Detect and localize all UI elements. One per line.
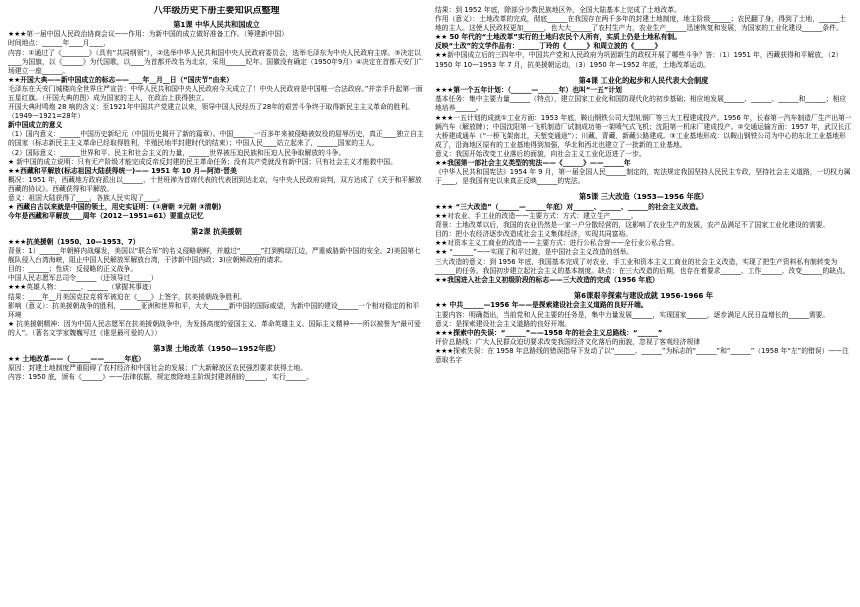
l6-meaning: 意义：是探索建设社会主义道路的良好开端。 [435, 319, 571, 328]
l3-reason: 原因：封建土地制度严重阻碍了农村经济和中国社会的发展；广大新解放区农民强烈要求获得土地。 [8, 363, 308, 372]
l4-constitution-detail: 《中华人民共和国宪法》1954 年 9 月，第一届全国人民______制定的，宪法规定我国坚持人民民主专政，坚持社会主义道路，一切权力属于____，是我国有史以来真正反映______的宪法。 [435, 168, 851, 186]
l4-five-year-plan: ★★★第一个五年计划：（______—______年）也叫“一五”计划 [435, 86, 622, 95]
lesson-4-title: 第4课 工业化的起步和人民代表大会制度 [578, 75, 709, 85]
l1-tibet-anniversary: 今年是西藏和平解放____周年（2012－1951=61）要重点记忆 [8, 212, 204, 221]
l5-three-reforms: ★★★ “三大改造”（______—______年底）对______、______、______的社会主义改造。 [435, 202, 703, 211]
l6-errors: ★★★探索失误：在 1958 年总路线的错误指导下发动了以“______、______”为标志的“______”和“______”（1958 年“左”的错误）——注意取名字 [435, 346, 849, 365]
lesson-1-title: 第1课 中华人民共和国成立 [173, 19, 260, 29]
l2-result: 结果：____年__月美国克拉克将军被迫在《____》上签字，抗美援朝战争胜利。 [8, 292, 246, 301]
l5-significance: 三大改造的意义：到 1956 年底，我国基本完成了对农业、手工业和资本主义工商业的社会主义改造，实现了把生产资料私有制转变为______的任务。我国初步建立起社会主义的基本制度。缺点：在三大改造的后期，也存在着要求______、工作______、改变______的缺点。 [435, 257, 850, 275]
l1-domestic: （1）国内意义：______中国历史新纪元（中国历史揭开了新的篇章）。中国______一百多年来被侵略被奴役的屈辱历史，真正____独立自主的国家（标志新民主主义革命已经取得胜利，半殖民地半封建时代的结束）；中国人民____站立起来了，______国家的主人。 [8, 130, 424, 148]
l5-background: 背景：土地改革以后，我国的农业仍然是一家一户分散经营的，这影响了农业生产的发展，农产品满足不了国家工业化建设的需要。 [435, 221, 830, 230]
l5-purpose: 目的：把小农经济逐步改造成社会主义集体经济，实现共同富裕。 [435, 230, 633, 239]
l6-evaluation: 评价总路线：广大人民群众迫切要求改变我国经济文化落后的面貌，忽视了客观经济规律 [435, 337, 701, 346]
lesson-3-title: 第3课 土地改革（1950—1952年底） [153, 343, 280, 353]
l3-content: 内容：1950 底，颁布《______》——法律依据，规定废除地主阶级封建剥削的______，实行______。 [8, 372, 313, 381]
l3-struggles: ★★新中国成立后的三四年中，中国共产党和人民政府为巩固新生的政权开展了哪些斗争？答：（1）1951 年，西藏获得和平解放，（2）1950 年 10—1953 年 7 月，抗美援朝运动，（3）1950 年—1952 年底，土地改革运动。 [435, 51, 843, 69]
l2-spirit: ★ 抗美援朝精神：因为中国人民志愿军在抗美援朝战争中，为发扬高度的爱国主义、革命英雄主义、国际主义精神——所以被誉为“最可爱的人”。（著名文学家魏巍写过《谁是最可爱的人》） [8, 319, 421, 337]
l3-heading: ★★ 土地改革——（______——______年底） [8, 354, 145, 363]
l5-capitalist: ★★对资本主义工商业的改造——主要方式：进行公私合营——全行业公私合营。 [435, 239, 679, 248]
lesson-5-title: 第5课 三大改造（1953—1956 年底） [578, 192, 709, 202]
l1-declaration: 毛泽东在天安门城楼向全世界庄严宣告：中华人民共和国中央人民政府今天成立了！中央人民政府是中国唯一合法政府。”并亲手升起第一面五星红旗。（开国大典的图）成为国家的主人，在政治上获得独立。 [8, 84, 423, 102]
l3-literature: 反映“土改”的文学作品有：______丁玲的《______》和周立波的《______》 [435, 42, 662, 51]
l1-content: 内容：①通过了《________》（具有“共同纲领”），②选举中华人民共和国中央人民政府委员会，选举毛泽东为中央人民政府主席。③决定以____为国旗，以《______》为代国歌，以____为首都并改名为北京，采用______纪年。国徽没有确定（1950年9月）④决定在首都天安门广场建立一座______。 [8, 48, 424, 75]
l2-impact: 影响（意义）：抗美援朝战争的胜利，______亚洲和世界和平，大大______新中国的国际威望，为新中国的建设______一个相对稳定的和平环境 [8, 301, 420, 319]
l1-cppcc: ★★★第一届中国人民政治协商会议——作用：为新中国的成立做好准备工作。（筹建新中国） [8, 30, 288, 39]
l1-tibet-history: ★ 西藏自古以来就是中国的领土，用史实证明：(①唐朝 ②元朝 ③清朝) [8, 203, 222, 212]
l3-private-ownership: ★★ 50 年代的“土地改革”实行的土地归农民个人所有，实质上仍是土地私有制。 [435, 33, 682, 42]
l4-constitution: ★★我国第一部社会主义类型的宪法——《______》——______年 [435, 159, 631, 168]
l1-tibet-meaning: 意义：祖国大陆获得了____，各族人民实现了____。 [8, 194, 165, 203]
l6-mistakes: ★★★探索中的失误：“______”——1958 年的社会主义总路线：“______” [435, 328, 663, 337]
l2-background: 背景：1）______年朝鲜内战爆发，美国以“联合军”的名义侵略朝鲜，并越过“______”打到鸭绿江边，严重威胁新中国的安全。2)美国第七舰队侵入台湾海峡，阻止中国人民解放军解放台湾，干涉新中国内政；3)应朝鲜政府的请求。 [8, 247, 421, 265]
left-column [8, 6, 425, 607]
l3-significance: 作用（意义）：土地改革的完成，彻底______在我国存在两千多年的封建土地制度，地主阶级______；农民翻了身，得到了土地，______土地的主人。这使人民政权更加______，也大大______了农村生产力，农业生产______迅速恢复和发展，为国家的工业化建设______条件。 [435, 15, 847, 33]
l5-primary-stage: ★★我国进入社会主义初级阶段的标志——三大改造的完成（1956 年底） [435, 275, 659, 284]
l4-meaning: 意义：我国开始改变工业落后的面貌，向社会主义工业化迈进了一步。 [435, 149, 646, 158]
l2-commander: 中国人民志愿军总司令______（还领导过______） [8, 274, 158, 283]
l4-achievements: ★★★一五计划的成就①工业方面：1953 年底，鞍山钢铁公司大型轧钢厂等三大工程建成投产。1956 年，长春第一汽车制造厂生产出第一辆汽车（解放牌）；中国沈阳第一飞机制造厂试制成功第一架喷气式飞机；沈阳第一机床厂建成投产。②交通运输方面：1957 年，武汉长江大桥建成通车（“一桥飞架南北，天堑变通途”）；川藏、青藏、新藏公路建成。③工业基地形成：以鞍山钢铁公司为中心的东北工业基地形成了，沿海地区原有的工业基地得到加强，华北和西北也建立了一批新的工业基地。 [435, 113, 852, 149]
l2-heroes: ★★★英雄人物：______、______（掌握其事迹） [8, 283, 156, 292]
document-title: 八年级历史下册主要知识点整理 [153, 6, 280, 16]
lesson-6-title: 第6课艰辛探索与建设成就 1956-1966 年 [573, 290, 714, 300]
l1-salute: 开国大典时鸣炮 28 响的含义：至1921年中国共产党建立以来，领导中国人民经历了28年的艰苦斗争终于取得新民主主义革命的胜利。（1949—1921=28年） [8, 103, 414, 121]
lesson-2-title: 第2课 抗美援朝 [191, 227, 242, 237]
l2-heading: ★★★抗美援朝（1950、10—1953、7） [8, 237, 140, 246]
l1-significance-heading: 新中国成立的意义 [8, 121, 63, 130]
l1-international: （2）国际意义：______世界和平、民主和社会主义的力量，______世界被压迫民族和压迫人民争取解放的斗争。 [8, 148, 346, 157]
right-column [435, 6, 852, 607]
l3-result: 结果：到 1952 年底，除部分少数民族地区外，全国大陆基本上完成了土地改革。 [435, 6, 681, 14]
l1-time-place: 时间地点：______年____月____， [8, 39, 110, 48]
l5-peaceful: ★★ “______”——实现了和平过渡，是中国社会主义改造的创举。 [435, 248, 634, 257]
l2-purpose: 目的：______；性质：反侵略的正义战争。 [8, 265, 138, 274]
l6-content: 主要内容：明确指出，当前党和人民主要的任务是，集中力量发展______，实现国家______，逐步满足人民日益增长的______需要。 [435, 310, 830, 319]
l4-tasks: 基本任务：集中主要力量______（特点），建立国家工业化和国防现代化的初步基础；相应地发展______、______、______和______；相应地培养______。 [435, 95, 847, 113]
l1-tibet-overview: 概况：1951 年，西藏地方政府派出以______、十世班禅为首席代表的代表团到达北京，与中央人民政府谈判，双方达成了《关于和平解放西藏的协议》。西藏获得和平解放。 [8, 175, 422, 193]
l5-agriculture: ★★对农业、手工业的改造——主要方式：方式：建立生产______。 [435, 212, 638, 221]
l1-founding-ceremony: ★★开国大典——新中国成立的标志——____年__月__日（“国庆节”由来） [8, 75, 234, 84]
l1-tibet: ★★西藏和平解放(标志祖国大陆获得统一)—— 1951 年 10 月—阿沛·晋美 [8, 166, 237, 175]
l1-note: ★ 新中国的成立说明：只有无产阶级才能完成反帝反封建的民主革命任务；没有共产党就没有新中国；只有社会主义才能救中国。 [8, 157, 397, 166]
l6-congress: ★★ 中共______—1956 年——是探索建设社会主义道路的良好开端。 [435, 301, 648, 310]
